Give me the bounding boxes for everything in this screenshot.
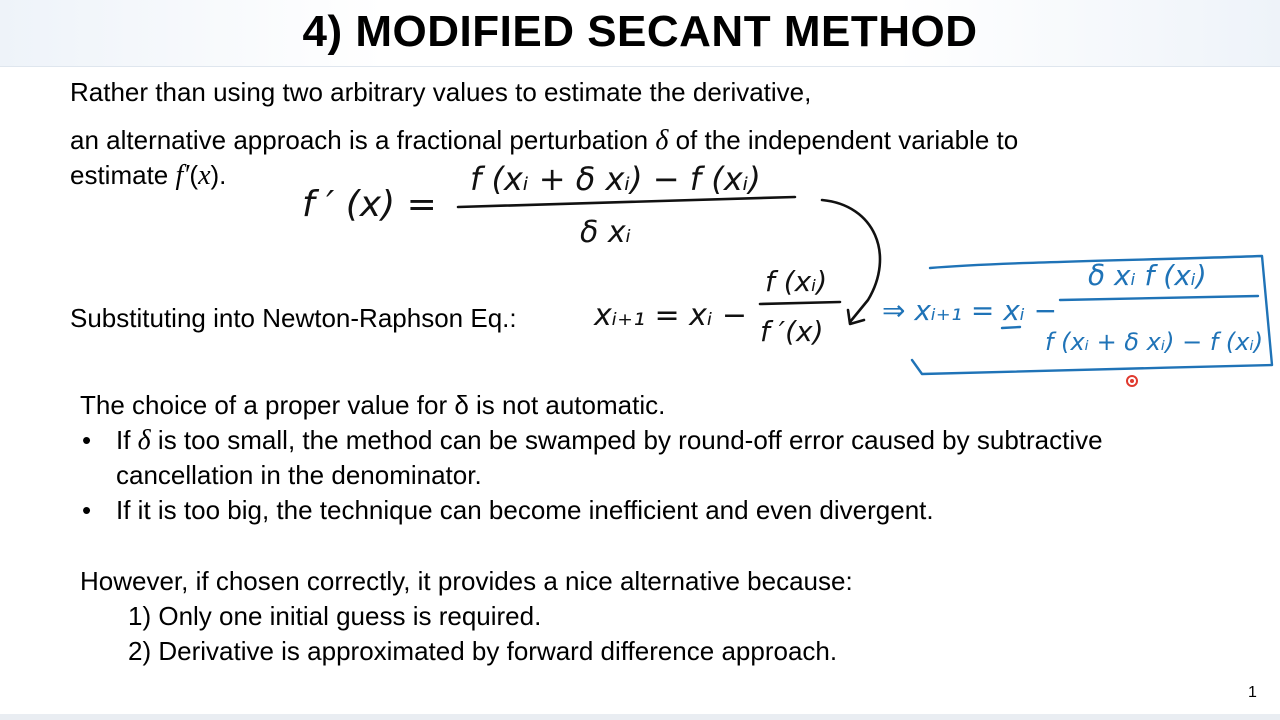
hw-underline <box>1002 327 1020 328</box>
bullet-1-b: is too small, the method can be swamped by round-off error caused by subtractive <box>150 425 1103 455</box>
bullet-1-line-2: cancellation in the denominator. <box>116 460 482 490</box>
hw-derivative-numerator: f (xᵢ + δ xᵢ) − f (xᵢ) <box>470 160 761 198</box>
f-prime-symbol: f′ <box>175 160 190 191</box>
hw-result-lhs: ⇒ xᵢ₊₁ = xᵢ − <box>882 294 1058 327</box>
page-number: 1 <box>1248 684 1257 701</box>
conclusion-item-2: 2) Derivative is approximated by forward difference approach. <box>128 636 838 666</box>
intro-line-3-b: ( <box>189 160 199 190</box>
hw-nr-fraction-bar <box>760 302 840 304</box>
choice-heading: The choice of a proper value for δ is not automatic. <box>80 390 666 420</box>
bottom-rule <box>0 714 1280 720</box>
hw-nr-denominator: f ′(x) <box>760 315 824 348</box>
conclusion-heading: However, if chosen correctly, it provides a nice alternative because: <box>80 566 853 596</box>
delta-symbol: δ <box>137 425 151 456</box>
hw-result-denominator: f (xᵢ + δ xᵢ) − f (xᵢ) <box>1045 328 1264 356</box>
hw-derivative-lhs: f ′ (x) = <box>302 184 437 225</box>
intro-line-2-b: of the independent variable to <box>668 125 1019 155</box>
hw-derivative-fraction-bar <box>458 197 795 207</box>
x-symbol: x <box>198 160 211 191</box>
hw-arrowhead <box>848 310 864 324</box>
hw-nr-lhs: xᵢ₊₁ = xᵢ − <box>594 298 747 333</box>
slide-title: 4) MODIFIED SECANT METHOD <box>302 7 978 56</box>
intro-line-1: Rather than using two arbitrary values to estimate the derivative, <box>70 77 812 107</box>
hw-nr-numerator: f (xᵢ) <box>765 265 828 298</box>
laser-pointer-dot <box>1130 379 1134 383</box>
hw-result-fraction-bar <box>1060 296 1258 300</box>
intro-line-3-a: estimate <box>70 160 176 190</box>
bullet-2: If it is too big, the technique can become inefficient and even divergent. <box>116 495 934 525</box>
bullet-dot-1: • <box>82 425 92 455</box>
intro-line-2-a: an alternative approach is a fractional perturbation <box>70 125 656 155</box>
substitution-label: Substituting into Newton-Raphson Eq.: <box>70 303 517 333</box>
bullet-1-a: If <box>116 425 138 455</box>
hw-result-numerator: δ xᵢ f (xᵢ) <box>1088 259 1207 292</box>
intro-line-3-c: ). <box>210 160 227 190</box>
delta-symbol: δ <box>655 125 669 156</box>
bullet-dot-2: • <box>82 495 92 525</box>
hw-derivative-denominator: δ xᵢ <box>580 215 632 250</box>
conclusion-item-1: 1) Only one initial guess is required. <box>128 601 542 631</box>
hw-connector-arrow <box>822 200 880 322</box>
